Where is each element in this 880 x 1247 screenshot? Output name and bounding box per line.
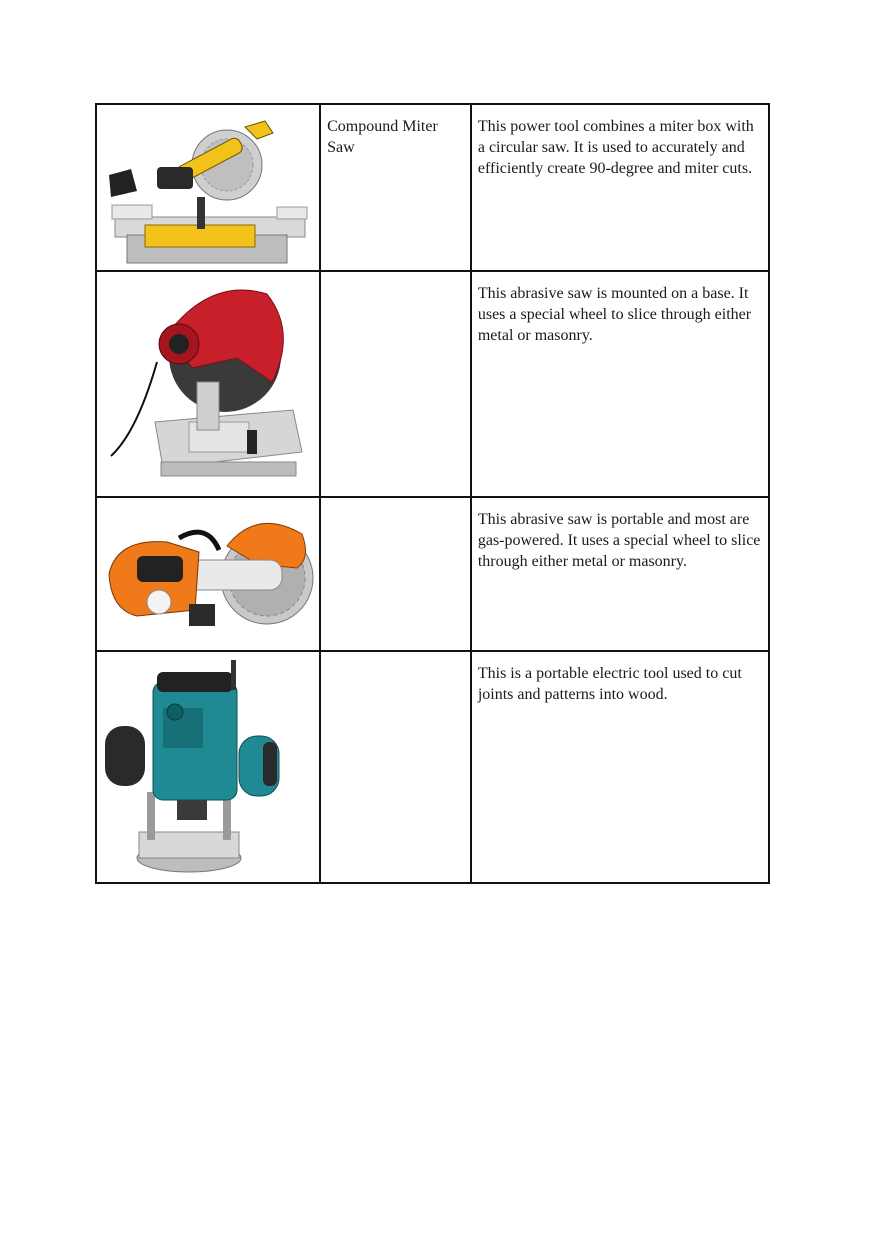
- table-row: [96, 651, 769, 883]
- name-cell: [320, 271, 471, 497]
- table-row: [96, 271, 769, 497]
- description-cell: [471, 651, 769, 883]
- tool-description: This power tool combines a miter box with a circular saw. It is used to accurately and efficiently create 90-degree and miter cuts.: [477, 118, 754, 177]
- image-cell: [96, 104, 320, 271]
- description-cell: [471, 271, 769, 497]
- description-cell: [471, 497, 769, 651]
- image-cell: [96, 497, 320, 651]
- tool-name: Compound Miter Saw: [327, 118, 438, 156]
- tool-name: [321, 272, 470, 283]
- compound-miter-saw-icon: [97, 105, 320, 270]
- name-cell: [320, 104, 471, 271]
- tool-description: This abrasive saw is portable and most are gas-powered. It uses a special wheel to slice through either metal or masonry.: [477, 511, 761, 570]
- tool-description: This abrasive saw is mounted on a base. It uses a special wheel to slice through either metal or masonry.: [477, 285, 752, 344]
- tool-name: [321, 652, 470, 663]
- router-icon: [97, 652, 320, 882]
- chop-saw-icon: [97, 272, 320, 496]
- table-row: [96, 497, 769, 651]
- tools-table: [95, 103, 770, 884]
- name-cell: [320, 497, 471, 651]
- image-cell: [96, 271, 320, 497]
- table-row: [96, 104, 769, 271]
- cut-off-saw-icon: [97, 498, 320, 650]
- description-cell: [471, 104, 769, 271]
- name-cell: [320, 651, 471, 883]
- tool-description: This is a portable electric tool used to cut joints and patterns into wood.: [477, 665, 742, 703]
- image-cell: [96, 651, 320, 883]
- tool-name: [321, 498, 470, 509]
